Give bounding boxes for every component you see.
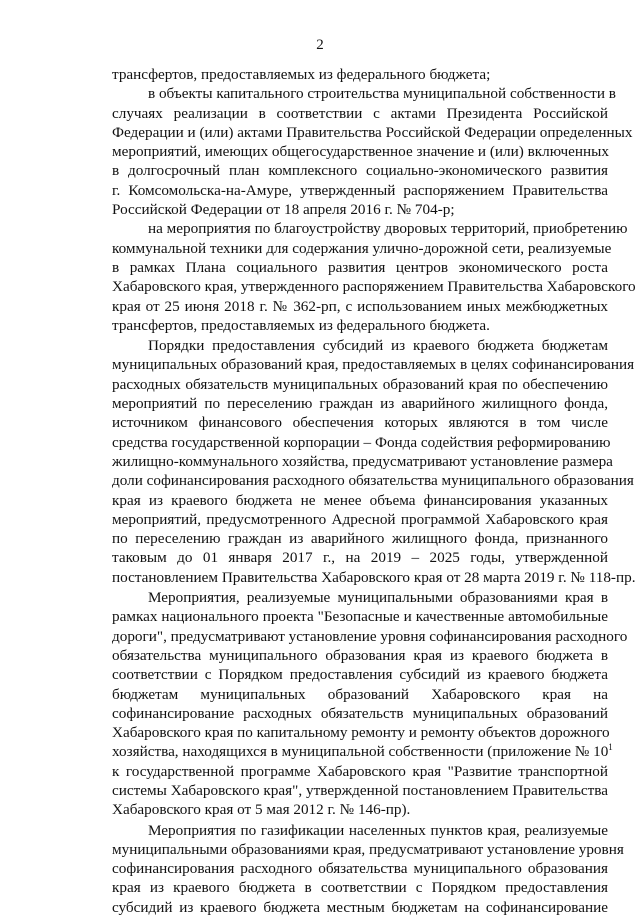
paragraph xyxy=(112,588,628,820)
text-line: мероприятий по переселению граждан из аварийного жилищного фонда, xyxy=(112,395,608,413)
text-line-with-superscript xyxy=(112,742,613,761)
paragraph xyxy=(112,821,624,917)
text-line: постановлением Правительства Хабаровского края от 28 марта 2019 г. № 118-пр. xyxy=(112,568,636,586)
text-line: мероприятий, предусмотренного Адресной программой Хабаровского края xyxy=(112,510,608,528)
text-line: края из краевого бюджета не менее объема финансирования указанных xyxy=(112,491,608,509)
text-line: края из краевого бюджета в соответствии с Порядком предоставления xyxy=(112,879,608,897)
text-line: хозяйства, находящихся в муниципальной собственности (приложение № 10 xyxy=(112,743,609,761)
text-line: доли софинансирования расходного обязательства муниципального образования xyxy=(112,472,634,490)
text-line: в объекты капитального строительства муниципальной собственности в xyxy=(148,85,616,103)
text-line: софинансирования расходного обязательства муниципального образования xyxy=(112,860,608,878)
text-line: Хабаровского края по капитальному ремонту и ремонту объектов дорожного xyxy=(112,724,610,742)
text-line: муниципальными образованиями края, предусматривают установление уровня xyxy=(112,840,624,858)
text-line: в долгосрочный план комплексного социально-экономического развития xyxy=(112,162,608,180)
text-line: Мероприятия, реализуемые муниципальными образованиями края в xyxy=(148,589,608,607)
text-line: Федерации и (или) актами Правительства Российской Федерации определенных xyxy=(112,123,633,141)
text-line: края от 25 июня 2018 г. № 362-рп, с использованием иных межбюджетных xyxy=(112,297,608,315)
text-line: случаях реализации в соответствии с актами Президента Российской xyxy=(112,104,608,122)
text-line: дороги", предусматривают установление уровня софинансирования расходного xyxy=(112,627,628,645)
text-line: мероприятий, имеющих общегосударственное значение и (или) включенных xyxy=(112,143,609,161)
text-line: г. Комсомольска-на-Амуре, утвержденный распоряжением Правительства xyxy=(112,181,608,199)
text-line: бюджетам муниципальных образований Хабаровского края на xyxy=(112,685,608,703)
text-line: муниципальных образований края, предоставляемых в целях софинансирования xyxy=(112,356,635,374)
text-line: рамках национального проекта "Безопасные и качественные автомобильные xyxy=(112,608,608,626)
page-number: 2 xyxy=(316,37,324,53)
text-line: на мероприятия по благоустройству дворовых территорий, приобретению xyxy=(148,220,628,238)
text-line: системы Хабаровского края", утвержденной постановлением Правительства xyxy=(112,781,608,799)
document-body xyxy=(112,65,636,917)
text-line: соответствии с Порядком предоставления субсидий из краевого бюджета xyxy=(112,666,608,684)
text-line: средства государственной корпорации – Фонда содействия реформированию xyxy=(112,433,611,451)
text-line: жилищно-коммунального хозяйства, предусматривают установление размера xyxy=(112,452,613,470)
text-line: трансфертов, предоставляемых из федерального бюджета; xyxy=(112,66,491,83)
text-line: субсидий из краевого бюджета местным бюджетам на софинансирование xyxy=(112,898,608,916)
text-line: в рамках Плана социального развития центров экономического роста xyxy=(112,258,608,276)
text-line: трансфертов, предоставляемых из федерального бюджета. xyxy=(112,316,490,334)
text-line: Мероприятия по газификации населенных пунктов края, реализуемые xyxy=(148,821,608,839)
text-line: к государственной программе Хабаровского края "Развитие транспортной xyxy=(112,762,608,780)
text-line: по переселению граждан из аварийного жилищного фонда, признанного xyxy=(112,530,608,548)
text-line: коммунальной техники для содержания улично-дорожной сети, реализуемые xyxy=(112,239,612,257)
text-line: таковым до 01 января 2017 г., на 2019 – 2025 годы, утвержденной xyxy=(112,549,608,567)
text-line: Хабаровского края от 5 мая 2012 г. № 146-пр). xyxy=(112,801,411,819)
text-line: расходных обязательств муниципальных образований края по обеспечению xyxy=(112,375,608,393)
superscript: 1 xyxy=(608,742,613,753)
paragraph xyxy=(112,65,608,84)
text-line: Порядки предоставления субсидий из краевого бюджета бюджетам xyxy=(148,337,608,355)
paragraph xyxy=(112,84,633,219)
paragraph xyxy=(112,336,636,587)
text-line: обязательства муниципального образования края из краевого бюджета в xyxy=(112,646,608,664)
text-line: источником финансового обеспечения которых являются в том числе xyxy=(112,414,608,432)
text-line: Российской Федерации от 18 апреля 2016 г. № 704-р; xyxy=(112,201,455,219)
text-line: Хабаровского края, утвержденного распоряжением Правительства Хабаровского xyxy=(112,278,636,296)
paragraph xyxy=(112,219,636,335)
text-line: софинансирование расходных обязательств муниципальных образований xyxy=(112,704,608,722)
